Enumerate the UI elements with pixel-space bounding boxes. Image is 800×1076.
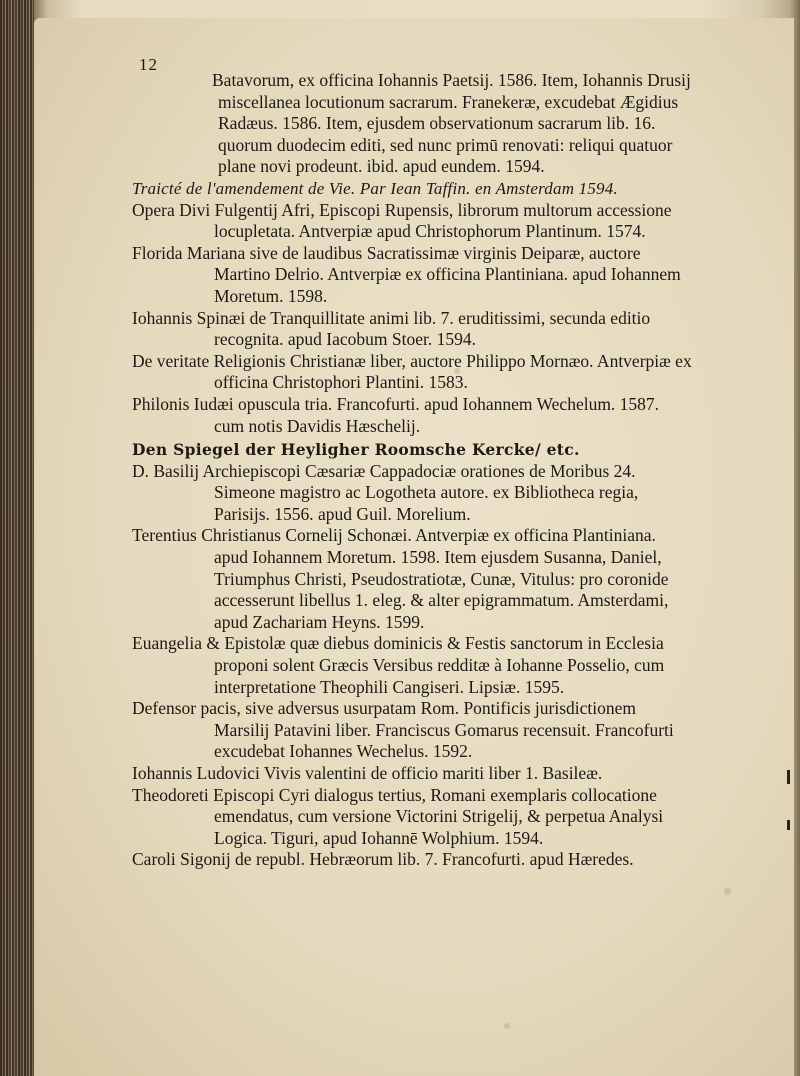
catalogue-entry: D. Basilij Archiepiscopi Cæsariæ Cappadociæ orationes de Moribus 24. Simeone magistro ac Logotheta autore. ex Bibliotheca regia, Parisijs. 1556. apud Guil. Morelium. <box>132 460 639 524</box>
foxing-spot <box>724 888 731 895</box>
catalogue-entry: Batavorum, ex officina Iohannis Paetsij. 1586. Item, Iohannis Drusij miscellanea locutionum sacrarum. Franekeræ, excudebat Ægidius Radæus. 1586. Item, ejusdem observationum sacrarum lib. 16. quorum duodecim editi, sed nunc primū renovati: reliqui quatuor plane novi prodeunt. ibid. apud eundem. 1594. <box>212 70 691 177</box>
margin-mark <box>787 820 790 830</box>
catalogue-entry: Theodoreti Episcopi Cyri dialogus tertius, Romani exemplaris collocatione emendatus, cum versione Victorini Strigelij, & perpetua Analysi Logica. Tiguri, apud Iohannē Wolphium. 1594. <box>132 784 664 848</box>
catalogue-text <box>132 70 692 871</box>
catalogue-entry: De veritate Religionis Christianæ liber, auctore Philippo Mornæo. Antverpiæ ex officina Christophori Plantini. 1583. <box>132 350 692 393</box>
catalogue-entry: Euangelia & Epistolæ quæ diebus dominicis & Festis sanctorum in Ecclesia proponi solent Græcis Versibus redditæ à Iohanne Posselio, cum interpretatione Theophili Cangiseri. Lipsiæ. 1595. <box>132 633 665 697</box>
catalogue-entry: Florida Mariana sive de laudibus Sacratissimæ virginis Deiparæ, auctore Martino Delrio. Antverpiæ ex officina Plantiniana. apud Iohannem Moretum. 1598. <box>132 242 681 306</box>
catalogue-entry: Iohannis Spinæi de Tranquillitate animi lib. 7. eruditissimi, secunda editio recognita. apud Iacobum Stoer. 1594. <box>132 307 651 350</box>
catalogue-heading-french: Traicté de l'amendement de Vie. Par Iean Taffin. en Amsterdam 1594. <box>132 178 618 198</box>
catalogue-entry: Opera Divi Fulgentij Afri, Episcopi Rupensis, librorum multorum accessione locupletata. Antverpiæ apud Christophorum Plantinum. 1574. <box>132 199 672 242</box>
book-gutter <box>0 0 34 1076</box>
section-heading-blackletter: Den Spiegel der Heyligher Roomsche Kercke/ etc. <box>132 440 580 460</box>
catalogue-entry: Terentius Christianus Cornelij Schonæi. Antverpiæ ex officina Plantiniana. apud Iohannem Moretum. 1598. Item ejusdem Susanna, Daniel, Triumphus Christi, Pseudostratiotæ, Cunæ, Vitulus: pro coronide accesserunt libellus 1. eleg. & alter epigrammatum. Amsterdami, apud Zachariam Heyns. 1599. <box>132 525 669 632</box>
catalogue-entry: Philonis Iudæi opuscula tria. Francofurti. apud Iohannem Wechelum. 1587. cum notis Davidis Hæschelij. <box>132 393 660 436</box>
catalogue-entry: Iohannis Ludovici Vivis valentini de officio mariti liber 1. Basileæ. <box>132 763 603 783</box>
page-number: 12 <box>139 55 158 74</box>
foxing-spot <box>504 1023 510 1029</box>
catalogue-entry: Caroli Sigonij de republ. Hebræorum lib. 7. Francofurti. apud Hæredes. <box>132 849 634 870</box>
catalogue-entry: Defensor pacis, sive adversus usurpatam Rom. Pontificis jurisdictionem Marsilij Patavini liber. Franciscus Gomarus recensuit. Francofurti excudebat Iohannes Wechelus. 1592. <box>132 698 674 762</box>
margin-mark <box>787 770 790 784</box>
